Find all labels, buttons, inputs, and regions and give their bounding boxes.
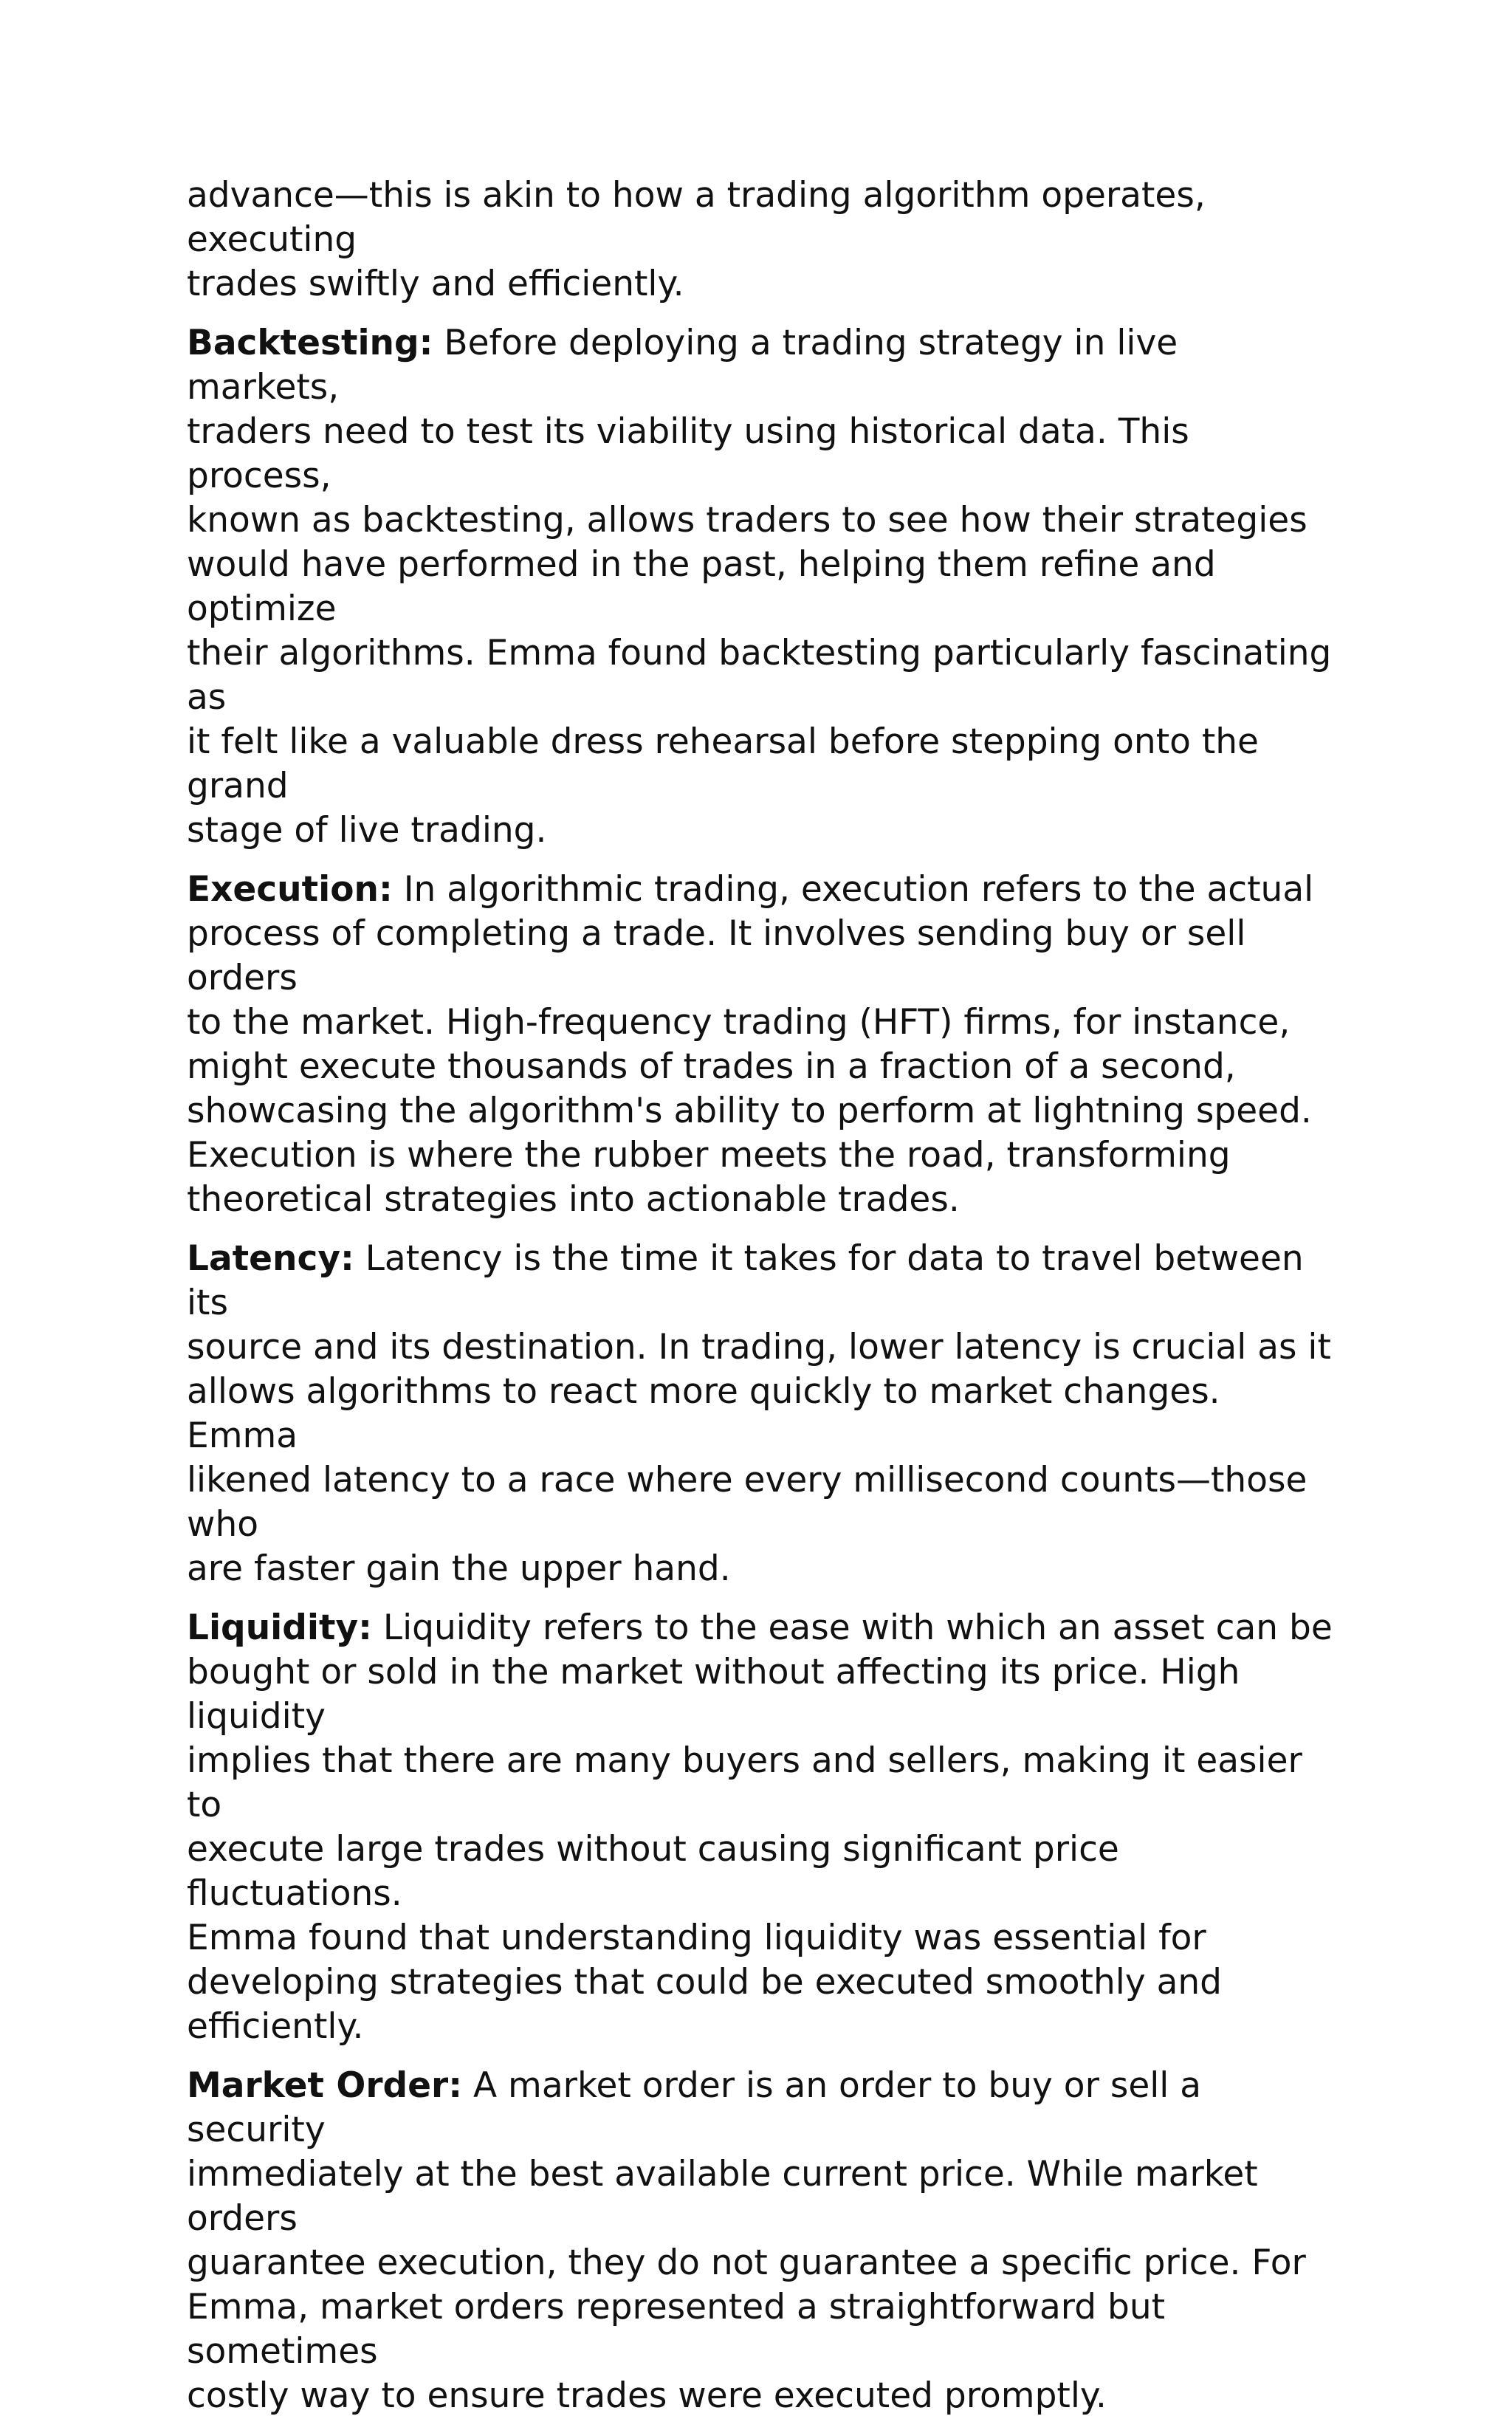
text-line: theoretical strategies into actionable trades.	[187, 1179, 960, 1220]
text-line: Emma found that understanding liquidity was essential for	[187, 1918, 1206, 1958]
text-line: developing strategies that could be executed smoothly and	[187, 1962, 1223, 2003]
text-line: Before deploying a trading strategy in live markets,	[187, 323, 1178, 408]
text-line: known as backtesting, allows traders to see how their strategies	[187, 500, 1307, 541]
text-line: Execution is where the rubber meets the road, transforming	[187, 1135, 1231, 1176]
text-line: bought or sold in the market without affecting its price. High liquidity	[187, 1652, 1240, 1737]
entry-term: Latency:	[187, 1238, 354, 1279]
text-line: immediately at the best available current price. While market orders	[187, 2154, 1258, 2239]
text-line: are faster gain the upper hand.	[187, 1548, 731, 1589]
text-line: stage of live trading.	[187, 810, 547, 851]
glossary-entry-liquidity	[187, 1606, 1339, 2049]
text-line: efficiently.	[187, 2006, 364, 2047]
text-line: Liquidity refers to the ease with which an asset can be	[371, 1607, 1333, 1648]
glossary-entry-backtesting	[187, 321, 1339, 853]
text-line: source and its destination. In trading, lower latency is crucial as it	[187, 1327, 1331, 1368]
text-line: In algorithmic trading, execution refers to the actual	[392, 869, 1314, 910]
text-line: might execute thousands of trades in a fraction of a second,	[187, 1046, 1236, 1087]
text-line: trades swiftly and efficiently.	[187, 264, 684, 304]
entry-term: Execution:	[187, 869, 393, 910]
text-line: their algorithms. Emma found backtesting particularly fascinating as	[187, 633, 1332, 718]
text-line: advance—this is akin to how a trading algorithm operates, executing	[187, 175, 1206, 260]
text-line: execute large trades without causing significant price fluctuations.	[187, 1829, 1119, 1914]
text-line: it felt like a valuable dress rehearsal before stepping onto the grand	[187, 721, 1259, 806]
text-line: would have performed in the past, helping them refine and optimize	[187, 544, 1216, 629]
document-page	[187, 174, 1339, 2433]
text-line: implies that there are many buyers and sellers, making it easier to	[187, 1740, 1302, 1825]
entry-term: Market Order:	[187, 2065, 462, 2106]
text-line: guarantee execution, they do not guarantee a specific price. For	[187, 2242, 1306, 2283]
text-line: costly way to ensure trades were executed promptly.	[187, 2375, 1107, 2416]
glossary-entry-latency	[187, 1237, 1339, 1591]
text-line: likened latency to a race where every millisecond counts—those who	[187, 1460, 1307, 1545]
entry-term: Liquidity:	[187, 1607, 372, 1648]
glossary-entry-execution	[187, 868, 1339, 1222]
text-line: allows algorithms to react more quickly to market changes. Emma	[187, 1371, 1220, 1456]
text-line: traders need to test its viability using historical data. This process,	[187, 411, 1189, 496]
glossary-entry-market-order	[187, 2064, 1339, 2418]
entry-term: Backtesting:	[187, 323, 433, 363]
text-line: A market order is an order to buy or sell a security	[187, 2065, 1202, 2150]
text-line: showcasing the algorithm's ability to perform at lightning speed.	[187, 1091, 1312, 1131]
intro-paragraph	[187, 174, 1339, 306]
text-line: Latency is the time it takes for data to travel between its	[187, 1238, 1304, 1323]
text-line: process of completing a trade. It involves sending buy or sell orders	[187, 913, 1246, 998]
text-line: Emma, market orders represented a straightforward but sometimes	[187, 2287, 1166, 2372]
text-line: to the market. High-frequency trading (HFT) firms, for instance,	[187, 1002, 1291, 1043]
